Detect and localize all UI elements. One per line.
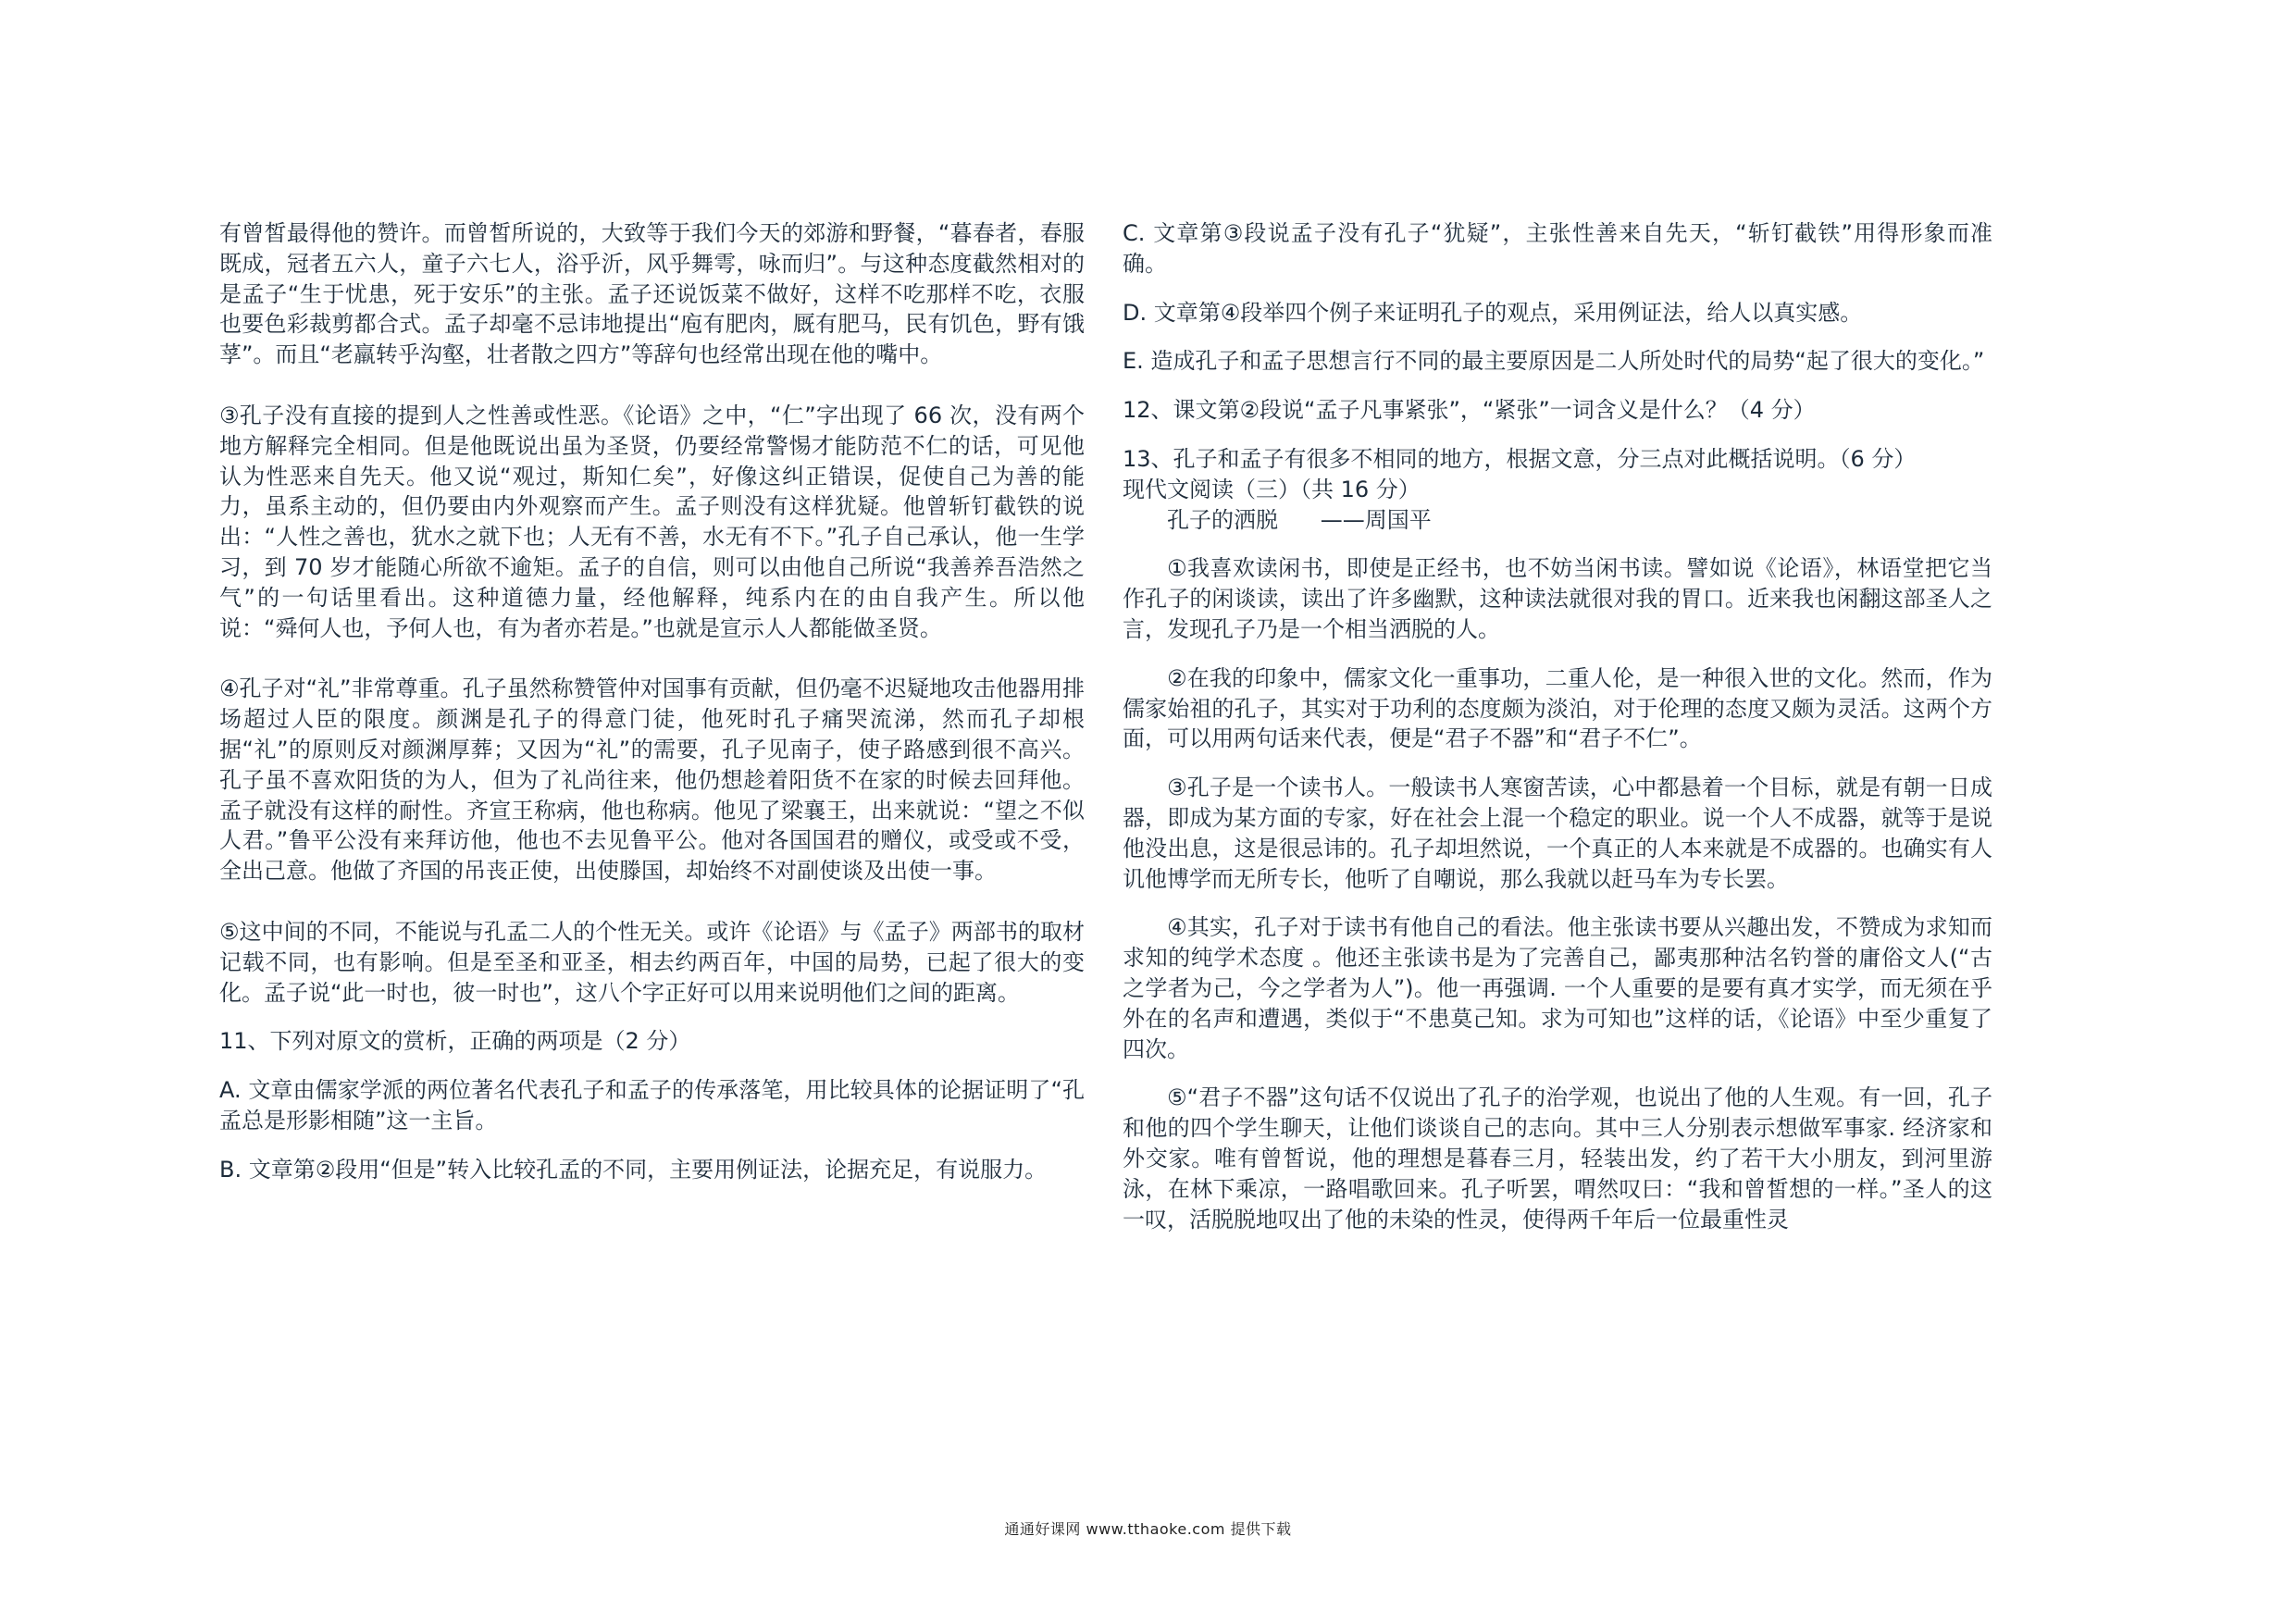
right-column: [1123, 218, 1992, 1234]
paragraph-3: ③孔子没有直接的提到人之性善或性恶。《论语》之中，“仁”字出现了 66 次，没有两个地方解释完全相同。但是他既说出虽为圣贤，仍要经常警惕才能防范不仁的话，可见他认为性恶来自先天。他又说“观过，斯知仁矣”，好像这纠正错误，促使自己为善的能力，虽系主动的，但仍要由内外观察而产生。孟子则没有这样犹疑。他曾斩钉截铁的说出：“人性之善也，犹水之就下也；人无有不善，水无有不下。”孔子自己承认，他一生学习，到 70 岁才能随心所欲不逾矩。孟子的自信，则可以由他自己所说“我善养吾浩然之气”的一句话里看出。这种道德力量，经他解释，纯系内在的由自我产生。所以他说：“舜何人也，予何人也，有为者亦若是。”也就是宣示人人都能做圣贤。: [219, 402, 1085, 641]
paragraph-5: ⑤这中间的不同，不能说与孔孟二人的个性无关。或许《论语》与《孟子》两部书的取材记载不同，也有影响。但是至圣和亚圣，相去约两百年，中国的局势，已起了很大的变化。孟子说“此一时也，彼一时也”，这八个字正好可以用来说明他们之间的距离。: [219, 918, 1085, 1006]
paragraph-4: ④孔子对“礼”非常尊重。孔子虽然称赞管仲对国事有贡献，但仍毫不迟疑地攻击他器用排场超过人臣的限度。颜渊是孔子的得意门徒，他死时孔子痛哭流涕，然而孔子却根据“礼”的原则反对颜渊厚葬；又因为“礼”的需要，孔子见南子，使子路感到很不高兴。孔子虽不喜欢阳货的为人，但为了礼尚往来，他仍想趁着阳货不在家的时候去回拜他。孟子就没有这样的耐性。齐宣王称病，他也称病。他见了梁襄王，出来就说：“望之不似人君。”鲁平公没有来拜访他，他也不去见鲁平公。他对各国国君的赠仪，或受或不受，全出己意。他做了齐国的吊丧正使，出使滕国，却始终不对副使谈及出使一事。: [219, 675, 1085, 885]
question-13: 13、孔子和孟子有很多不相同的地方，根据文意，分三点对此概括说明。（6 分）: [1123, 445, 1917, 472]
option-e: E. 造成孔子和孟子思想言行不同的最主要原因是二人所处时代的局势“起了很大的变化。”: [1123, 348, 1985, 375]
article-paragraph-5: ⑤“君子不器”这句话不仅说出了孔子的治学观，也说出了他的人生观。有一回，孔子和他的四个学生聊天，让他们谈谈自己的志向。其中三人分别表示想做军事家. 经济家和外交家。唯有曾皙说，他的理想是暮春三月，轻装出发，约了若干大小朋友，到河里游泳，在林下乘凉，一路唱歌回来。孔子听罢，喟然叹曰：“我和曾皙想的一样。”圣人的这一叹，活脱脱地叹出了他的未染的性灵，使得两千年后一位最重性灵: [1123, 1084, 1992, 1233]
question-11: 11、下列对原文的赏析，正确的两项是（2 分）: [219, 1028, 691, 1055]
option-c: C. 文章第③段说孟子没有孔子“犹疑”，主张性善来自先天，“斩钉截铁”用得形象而准确。: [1123, 220, 1992, 277]
option-d: D. 文章第④段举四个例子来证明孔子的观点，采用例证法，给人以真实感。: [1123, 299, 1863, 326]
option-b: B. 文章第②段用“但是”转入比较孔孟的不同，主要用例证法，论据充足，有说服力。: [219, 1156, 1048, 1183]
page-footer: 通通好课网 www.tthaoke.com 提供下载: [1004, 1520, 1292, 1538]
left-column: [219, 218, 1085, 1185]
question-12: 12、课文第②段说“孟子凡事紧张”，“紧张”一词含义是什么？（4 分）: [1123, 397, 1816, 424]
article-paragraph-2: ②在我的印象中，儒家文化一重事功，二重人伦，是一种很入世的文化。然而，作为儒家始祖的孔子，其实对于功利的态度颇为淡泊，对于伦理的态度又颇为灵活。这两个方面，可以用两句话来代表，便是“君子不器”和“君子不仁”。: [1123, 664, 1992, 752]
section-heading: 现代文阅读（三）（共 16 分）: [1123, 476, 1421, 502]
article-paragraph-4: ④其实，孔子对于读书有他自己的看法。他主张读书要从兴趣出发，不赞成为求知而求知的纯学术态度 。他还主张读书是为了完善自己，鄙夷那种沽名钓誉的庸俗文人(“古之学者为己，今之学者为人”)。他一再强调. 一个人重要的是要有真才实学，而无须在乎外在的名声和遭遇，类似于“不患莫己知。求为可知也”这样的话，《论语》中至少重复了四次。: [1123, 914, 1992, 1062]
option-a: A. 文章由儒家学派的两位著名代表孔子和孟子的传承落笔，用比较具体的论据证明了“孔孟总是形影相随”这一主旨。: [219, 1077, 1085, 1134]
paragraph-continuation: 有曾皙最得他的赞许。而曾皙所说的，大致等于我们今天的郊游和野餐，“暮春者，春服既成，冠者五六人，童子六七人，浴乎沂，风乎舞雩，咏而归”。与这种态度截然相对的是孟子“生于忧患，死于安乐”的主张。孟子还说饭菜不做好，这样不吃那样不吃，衣服也要色彩裁剪都合式。孟子却毫不忌讳地提出“庖有肥肉，厩有肥马，民有饥色，野有饿莩”。而且“老羸转乎沟壑，壮者散之四方”等辞句也经常出现在他的嘴中。: [219, 220, 1085, 368]
article-paragraph-3: ③孔子是一个读书人。一般读书人寒窗苦读，心中都悬着一个目标，就是有朝一日成器，即成为某方面的专家，好在社会上混一个稳定的职业。说一个人不成器，就等于是说他没出息，这是很忌讳的。孔子却坦然说，一个真正的人本来就是不成器的。也确实有人讥他博学而无所专长，他听了自嘲说，那么我就以赶马车为专长罢。: [1123, 774, 1992, 892]
article-paragraph-1: ①我喜欢读闲书，即使是正经书，也不妨当闲书读。譬如说《论语》，林语堂把它当作孔子的闲谈读，读出了许多幽默，这种读法就很对我的胃口。近来我也闲翻这部圣人之言，发现孔子乃是一个相当洒脱的人。: [1123, 555, 1992, 642]
article-title: 孔子的洒脱 ——周国平: [1167, 506, 1432, 533]
